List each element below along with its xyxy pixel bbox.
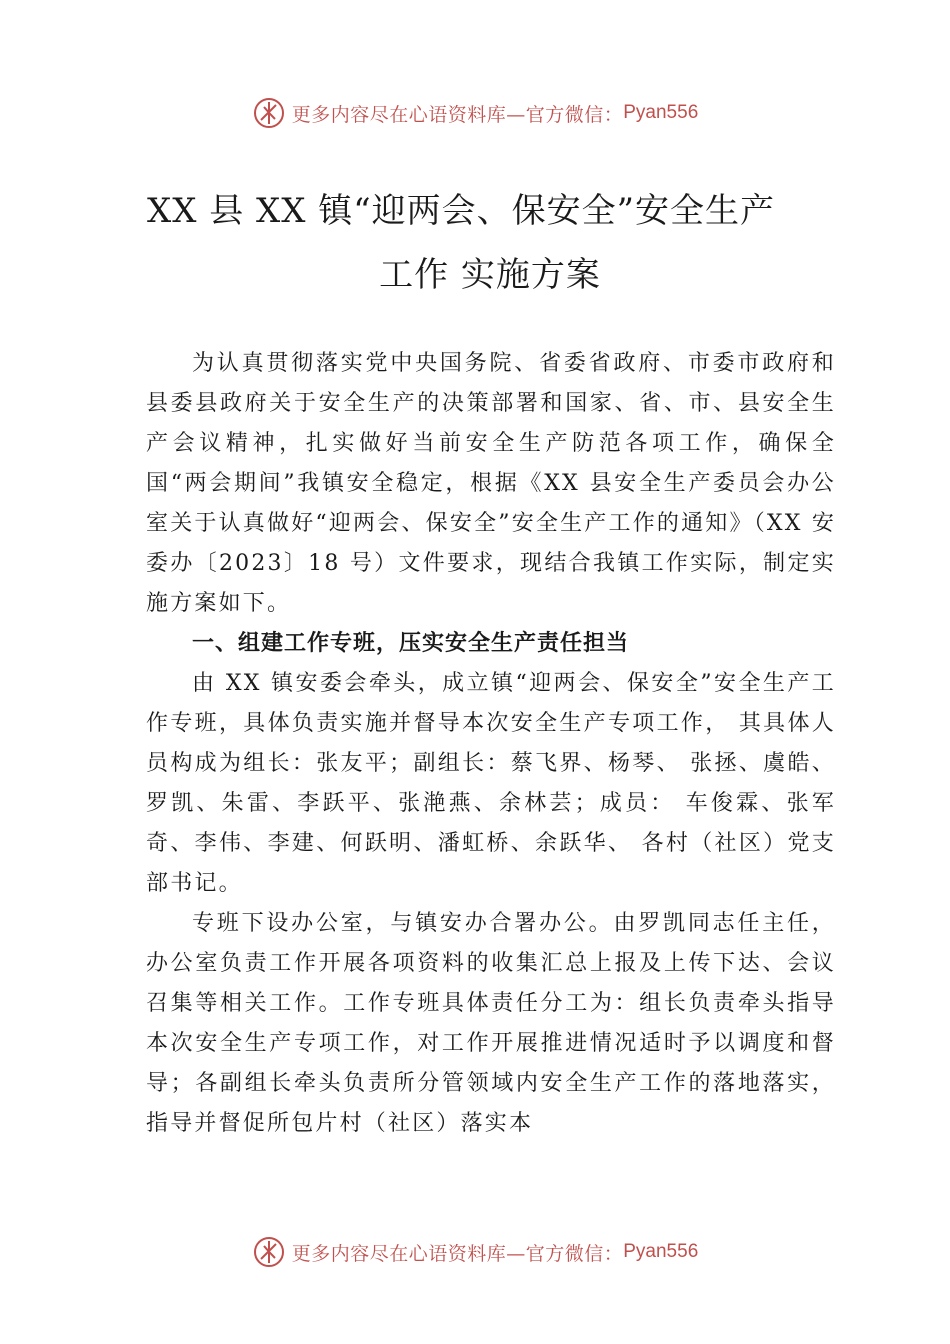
watermark-top (0, 93, 950, 133)
watermark-text: 更多内容尽在心语资料库—官方微信： (291, 1242, 624, 1265)
intro-paragraph: 为认真贯彻落实党中央国务院、省委省政府、市委市政府和县委县政府关于安全生产的决策部署和国家、省、市、县安全生产会议精神，扎实做好当前安全生产防范各项工作，确保全国“两会期间”我镇安全稳定，根据《XX 县安全生产委员会办公室关于认真做好“迎两会、保安全”安全生产工作的通知》（XX 安委办〔2023〕18 号）文件要求，现结合我镇工作实际，制定实施方案如下。 (146, 351, 837, 616)
document-title-line1: XX 县 XX 镇“迎两会、保安全”安全生产 (146, 191, 775, 231)
document-title-line2: 工作 实施方案 (379, 255, 601, 295)
watermark-wechat-id: Pyan556 (623, 102, 699, 123)
section-heading-1: 一、组建工作专班，压实安全生产责任担当 (192, 631, 630, 656)
seal-logo-icon (252, 96, 286, 130)
document-body (146, 344, 836, 1144)
watermark-wechat-id: Pyan556 (623, 1241, 699, 1262)
watermark-text: 更多内容尽在心语资料库—官方微信： (291, 103, 624, 126)
team-paragraph: 由 XX 镇安委会牵头，成立镇“迎两会、保安全”安全生产工作专班，具体负责实施并督导本次安全生产专项工作， 其具体人员构成为组长：张友平；副组长：蔡飞界、杨琴、 张拯、虞皓、罗凯、朱雷、李跃平、张滟燕、余林芸；成员： 车俊霖、张军奇、李伟、李建、何跃明、潘虹桥、余跃华、 各村（社区）党支部书记。 (146, 671, 836, 896)
office-paragraph: 专班下设办公室，与镇安办合署办公。由罗凯同志任主任，办公室负责工作开展各项资料的收集汇总上报及上传下达、会议召集等相关工作。工作专班具体责任分工为：组长负责牵头指导本次安全生产专项工作，对工作开展推进情况适时予以调度和督导；各副组长牵头负责所分管领域内安全生产工作的落地落实，指导并督促所包片村（社区）落实本 (146, 911, 836, 1136)
watermark-bottom (0, 1232, 950, 1272)
seal-logo-icon (252, 1235, 286, 1269)
